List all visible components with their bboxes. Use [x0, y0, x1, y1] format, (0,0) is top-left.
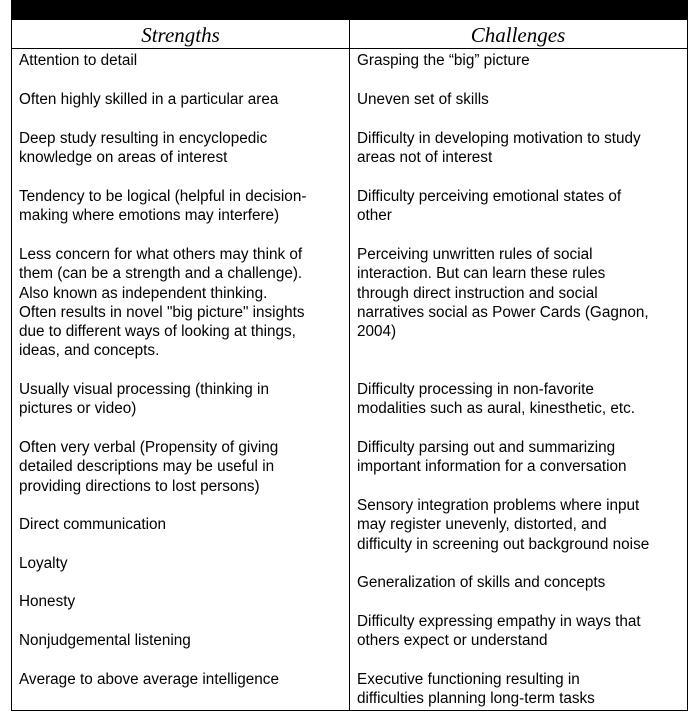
- column-divider: [349, 20, 350, 710]
- strength-item: Often highly skilled in a particular area: [19, 91, 279, 108]
- strength-item: Nonjudgemental listening: [19, 632, 191, 649]
- challenge-item: Perceiving unwritten rules of social interaction. But can learn these rules through direct instruction and social narratives social as Power Cards (Gagnon, 2004): [357, 246, 649, 341]
- challenge-item: Difficulty parsing out and summarizing important information for a conversation: [357, 439, 627, 476]
- challenge-item: Difficulty expressing empathy in ways that others expect or understand: [357, 613, 641, 650]
- strength-item: Direct communication: [19, 516, 167, 533]
- strength-item: Less concern for what others may think of them (can be a strength and a challenge). Also known as independent thinking. Often results in novel "big picture" insights due to different ways of looking at things, ideas, and concepts.: [19, 246, 305, 360]
- challenge-item: Generalization of skills and concepts: [357, 574, 606, 591]
- strength-item: Average to above average intelligence: [19, 671, 279, 688]
- challenge-item: Difficulty perceiving emotional states of other: [357, 188, 622, 225]
- strengths-header: Strengths: [141, 23, 220, 47]
- strength-item: Deep study resulting in encyclopedic knowledge on areas of interest: [19, 130, 268, 167]
- challenge-item: Grasping the “big” picture: [357, 52, 530, 69]
- top-bar: [11, 0, 688, 19]
- strength-item: Usually visual processing (thinking in pictures or video): [19, 381, 269, 418]
- challenges-header: Challenges: [470, 23, 566, 47]
- challenge-item: Difficulty processing in non-favorite modalities such as aural, kinesthetic, etc.: [357, 381, 636, 418]
- strength-item: Often very verbal (Propensity of giving detailed descriptions may be useful in providing directions to lost persons): [19, 439, 279, 495]
- strength-item: Tendency to be logical (helpful in decision- making where emotions may interfere): [19, 188, 307, 225]
- strength-item: Attention to detail: [19, 52, 138, 69]
- strength-item: Honesty: [19, 593, 76, 610]
- challenge-item: Executive functioning resulting in difficulties planning long-term tasks: [357, 671, 595, 708]
- challenge-item: Sensory integration problems where input may register unevenly, distorted, and difficulty in screening out background noise: [357, 497, 650, 553]
- challenge-item: Difficulty in developing motivation to study areas not of interest: [357, 130, 641, 167]
- strength-item: Loyalty: [19, 555, 68, 572]
- challenge-item: Uneven set of skills: [357, 91, 489, 108]
- strengths-challenges-table: [11, 19, 688, 711]
